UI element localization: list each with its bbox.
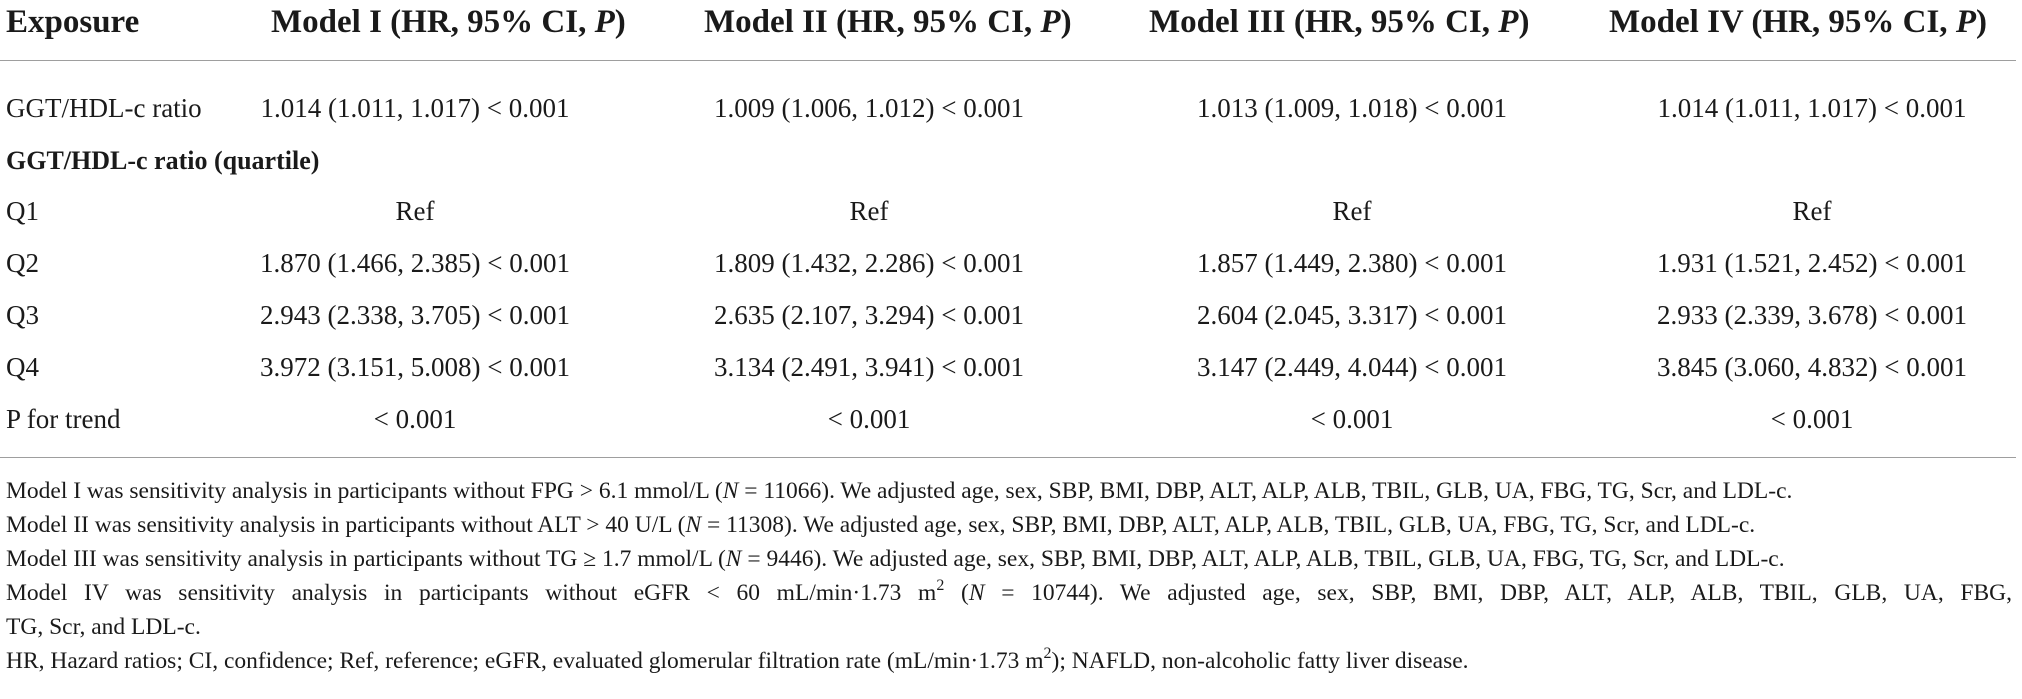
section-label: GGT/HDL-c ratio (quartile) — [6, 146, 320, 175]
footnote-superscript: 2 — [936, 577, 945, 594]
row-label: Q4 — [6, 352, 39, 382]
cell-model-1: Ref — [395, 196, 435, 226]
cell-model-3: 1.013 (1.009, 1.018) < 0.001 — [1197, 93, 1507, 123]
header-model-2-text: Model II (HR, 95% CI, — [704, 4, 1041, 40]
header-model-1-suffix: ) — [614, 4, 626, 40]
cell-model-2: Ref — [849, 196, 889, 226]
header-model-3 — [1149, 2, 1529, 42]
row-label: Q1 — [6, 196, 39, 226]
cell-model-3: < 0.001 — [1310, 404, 1394, 434]
header-model-4-text: Model IV (HR, 95% CI, — [1609, 4, 1956, 40]
row-label: P for trend — [6, 404, 121, 434]
footnote-model-4-cont: TG, Scr, and LDL-c. — [6, 614, 201, 640]
footnote-n: N — [968, 580, 985, 606]
cell-model-4: 1.931 (1.521, 2.452) < 0.001 — [1657, 248, 1967, 278]
cell-model-3: 2.604 (2.045, 3.317) < 0.001 — [1197, 300, 1507, 330]
table-header — [0, 0, 2022, 60]
header-model-4 — [1609, 2, 1987, 42]
header-model-2-p: P — [1040, 4, 1061, 40]
cell-model-4: 2.933 (2.339, 3.678) < 0.001 — [1657, 300, 1967, 330]
header-rule — [0, 60, 2016, 61]
footer-rule — [0, 457, 2016, 458]
cell-model-1: 2.943 (2.338, 3.705) < 0.001 — [260, 300, 570, 330]
header-model-3-suffix: ) — [1518, 4, 1530, 40]
cell-model-4: 3.845 (3.060, 4.832) < 0.001 — [1657, 352, 1967, 382]
table-row — [0, 82, 2022, 134]
header-exposure: Exposure — [6, 4, 140, 40]
footnote-abbreviations — [6, 644, 2012, 678]
row-label: Q3 — [6, 300, 39, 330]
cell-model-1: 1.870 (1.466, 2.385) < 0.001 — [260, 248, 570, 278]
row-label: GGT/HDL-c ratio — [6, 93, 202, 123]
cell-model-1: < 0.001 — [373, 404, 457, 434]
header-model-3-text: Model III (HR, 95% CI, — [1149, 4, 1499, 40]
footnote-model-2 — [6, 508, 2012, 542]
table-footnotes — [6, 474, 2012, 678]
table-row — [0, 185, 2022, 237]
header-model-4-p: P — [1955, 4, 1976, 40]
header-model-3-p: P — [1498, 4, 1519, 40]
cell-model-1: 3.972 (3.151, 5.008) < 0.001 — [260, 352, 570, 382]
table-row — [0, 341, 2022, 393]
footnote-n: N — [722, 478, 739, 504]
cell-model-2: 1.809 (1.432, 2.286) < 0.001 — [714, 248, 1024, 278]
footnote-text: Model I was sensitivity analysis in participants without FPG > 6.1 mmol/L ( — [6, 478, 723, 504]
footnote-text: ( — [944, 580, 969, 606]
cell-model-4: Ref — [1792, 196, 1832, 226]
cell-model-1: 1.014 (1.011, 1.017) < 0.001 — [260, 93, 570, 123]
cell-model-2: < 0.001 — [827, 404, 911, 434]
footnote-text: = 11308). We adjusted age, sex, SBP, BMI, DBP, ALT, ALP, ALB, TBIL, GLB, UA, FBG, TG, Scr, and LDL-c. — [701, 512, 1756, 538]
footnote-text: = 11066). We adjusted age, sex, SBP, BMI, DBP, ALT, ALP, ALB, TBIL, GLB, UA, FBG, TG, Scr, and LDL-c. — [738, 478, 1793, 504]
cell-model-3: 1.857 (1.449, 2.380) < 0.001 — [1197, 248, 1507, 278]
footnote-text: HR, Hazard ratios; CI, confidence; Ref, reference; eGFR, evaluated glomerular filtration rate (mL/min·1.73 m — [6, 648, 1044, 674]
footnote-model-4 — [6, 576, 2012, 610]
cell-model-3: Ref — [1332, 196, 1372, 226]
cell-model-2: 1.009 (1.006, 1.012) < 0.001 — [714, 93, 1024, 123]
header-model-4-suffix: ) — [1975, 4, 1987, 40]
cell-model-2: 2.635 (2.107, 3.294) < 0.001 — [714, 300, 1024, 330]
footnote-text: Model IV was sensitivity analysis in participants without eGFR < 60 mL/min·1.73 m — [6, 580, 937, 606]
header-model-1-p: P — [594, 4, 615, 40]
footnote-text: = 10744). We adjusted age, sex, SBP, BMI, DBP, ALT, ALP, ALB, TBIL, GLB, UA, FBG, — [984, 580, 2012, 606]
footnote-model-3 — [6, 542, 2012, 576]
cell-model-2: 3.134 (2.491, 3.941) < 0.001 — [714, 352, 1024, 382]
cell-model-3: 3.147 (2.449, 4.044) < 0.001 — [1197, 352, 1507, 382]
header-model-1-text: Model I (HR, 95% CI, — [271, 4, 595, 40]
table-row — [0, 237, 2022, 289]
footnote-text: Model II was sensitivity analysis in participants without ALT > 40 U/L ( — [6, 512, 686, 538]
footnote-text: = 9446). We adjusted age, sex, SBP, BMI, DBP, ALT, ALP, ALB, TBIL, GLB, UA, FBG, TG, Scr, and LDL-c. — [741, 546, 1785, 572]
table-row — [0, 289, 2022, 341]
footnote-n: N — [725, 546, 742, 572]
footnote-text: Model III was sensitivity analysis in participants without TG ≥ 1.7 mmol/L ( — [6, 546, 726, 572]
header-model-2-suffix: ) — [1060, 4, 1072, 40]
header-model-1 — [271, 2, 626, 42]
footnote-n: N — [685, 512, 702, 538]
row-label: Q2 — [6, 248, 39, 278]
cell-model-4: 1.014 (1.011, 1.017) < 0.001 — [1657, 93, 1967, 123]
header-model-2 — [704, 2, 1072, 42]
footnote-superscript: 2 — [1043, 645, 1052, 662]
footnote-text: ); NAFLD, non-alcoholic fatty liver disease. — [1051, 648, 1469, 674]
cell-model-4: < 0.001 — [1770, 404, 1854, 434]
footnote-model-1 — [6, 474, 2012, 508]
table-row — [0, 393, 2022, 445]
